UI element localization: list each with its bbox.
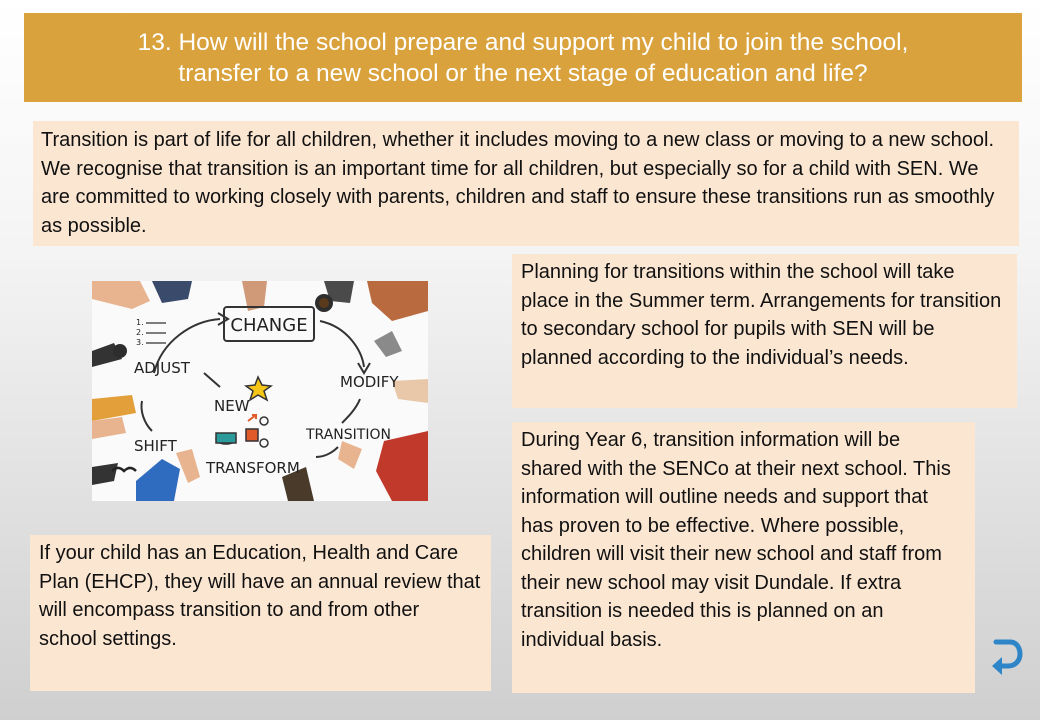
list-number-1: 1.	[136, 318, 144, 327]
page-title-line-2: transfer to a new school or the next stage of education and life?	[178, 59, 868, 87]
page-title	[24, 13, 1022, 102]
page-title-line-1: 13. How will the school prepare and support my child to join the school,	[137, 28, 909, 56]
planning-text-box	[512, 254, 1017, 408]
transition-illustration-graphic	[92, 281, 428, 501]
list-number-2: 2.	[136, 328, 144, 337]
planning-text: Planning for transitions within the school will take place in the Summer term. Arrangements for transition to secondary school for pupils with SEN will be planned according to the individual’s needs.	[521, 261, 1002, 369]
ehcp-text: If your child has an Education, Health and Care Plan (EHCP), they will have an annual review that will encompass transition to and from other school settings.	[39, 542, 481, 650]
transition-illustration	[92, 281, 428, 501]
intro-text-box	[33, 121, 1019, 246]
intro-text: Transition is part of life for all children, whether it includes moving to a new class or moving to a new school. We recognise that transition is an important time for all children, but especially so for a child with SEN. We are committed to working closely with parents, children and staff to ensure these transitions run as smoothly as possible.	[41, 129, 995, 237]
year6-text-box	[512, 422, 975, 693]
word-change: CHANGE	[230, 315, 308, 336]
word-transform: TRANSFORM	[206, 459, 300, 477]
year6-text: During Year 6, transition information will be shared with the SENCo at their next school. This information will outline needs and support that has proven to be effective. Where possible, children will visit their new school and staff from their new school may visit Dundale. If extra transition is needed this is planned on an individual basis.	[521, 429, 951, 651]
word-adjust: ADJUST	[134, 359, 190, 377]
ehcp-text-box	[30, 535, 491, 691]
return-arrow-icon	[988, 636, 1024, 676]
word-new: NEW	[214, 397, 250, 415]
back-button[interactable]	[988, 636, 1024, 676]
word-shift: SHIFT	[134, 437, 177, 455]
word-modify: MODIFY	[340, 373, 399, 391]
word-transition: TRANSITION	[306, 427, 391, 443]
list-number-3: 3.	[136, 338, 144, 347]
